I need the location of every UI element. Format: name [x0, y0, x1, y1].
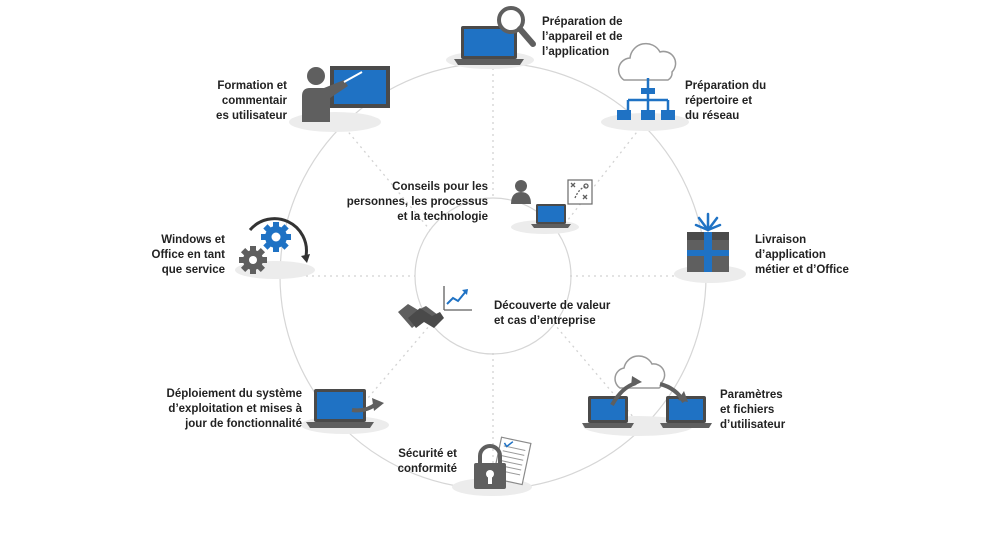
- gift-box-icon: [687, 214, 729, 272]
- label-settings: Paramètres et fichiers d’utilisateur: [720, 389, 786, 431]
- label-security: Sécurité et conformité: [397, 448, 457, 475]
- person-laptop-strategy-icon: [511, 180, 592, 228]
- label-value: Découverte de valeur et cas d’entreprise: [494, 300, 611, 327]
- laptop-arrow-icon: [306, 389, 384, 428]
- handshake-chart-icon: [398, 286, 472, 328]
- padlock-document-icon: [474, 437, 531, 489]
- label-training: Formation et commentair es utilisateur: [216, 80, 287, 122]
- label-app-prep: Préparation de l’appareil et de l’application: [542, 16, 623, 58]
- label-dir-prep: Préparation du répertoire et du réseau: [685, 80, 767, 122]
- label-deploy: Déploiement du système d’exploitation et mises à jour de fonctionnalité: [166, 388, 302, 430]
- label-lob: Livraison d’application métier et d’Office: [755, 234, 849, 276]
- label-advice: Conseils pour les personnes, les processus et la technologie: [346, 181, 488, 223]
- cloud-network-icon: [617, 44, 676, 120]
- label-waas: Windows et Office en tant que service: [151, 234, 225, 276]
